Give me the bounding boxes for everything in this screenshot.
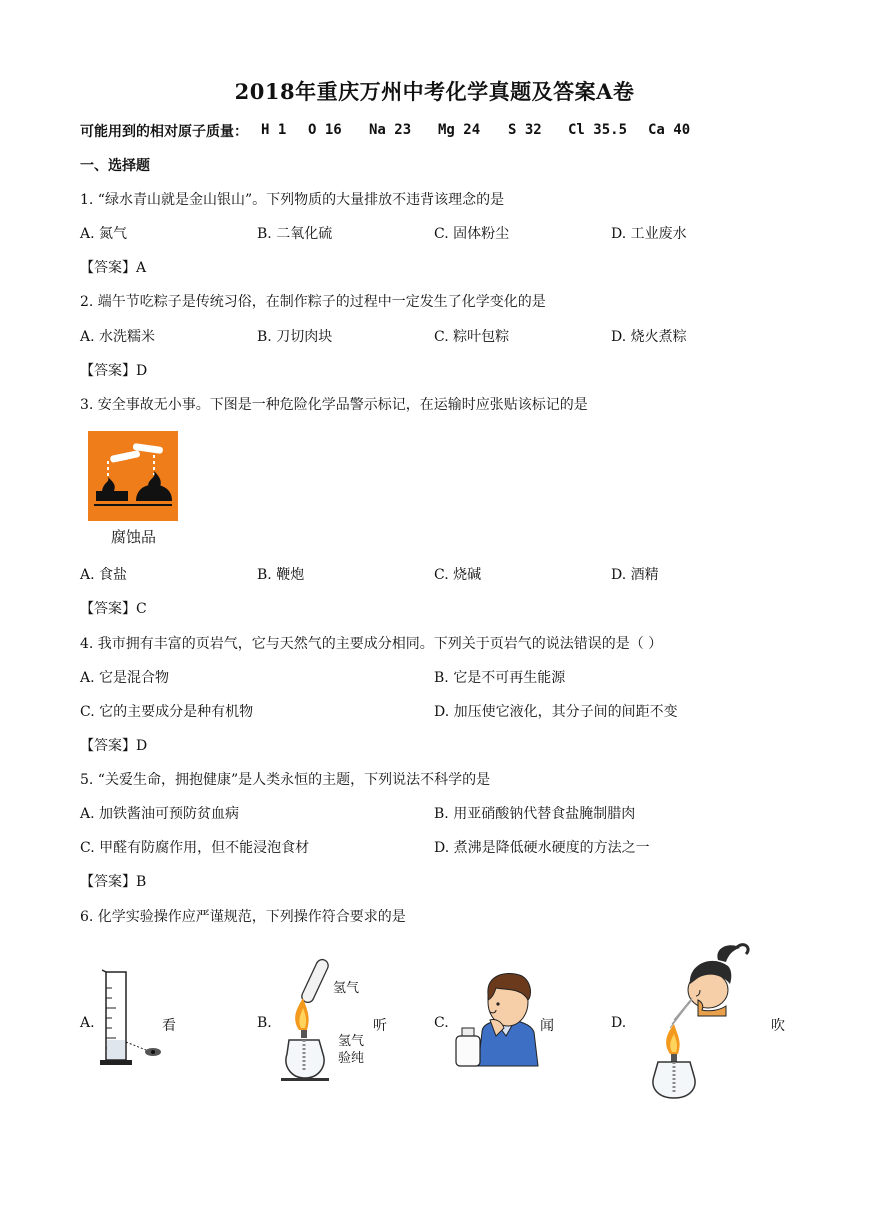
atomic-mass-o: O 16 [308,122,342,138]
question-4-stem: 4. 我市拥有丰富的页岩气，它与天然气的主要成分相同。下列关于页岩气的说法错误的是（ ） [80,636,663,652]
atomic-mass-h: H 1 [261,122,287,138]
q2-option-a: A. 水洗糯米 [80,329,156,345]
q5-answer: 【答案】B [80,874,147,890]
atomic-mass-s: S 32 [508,122,542,138]
question-6-stem: 6. 化学实验操作应严谨规范，下列操作符合要求的是 [80,909,406,925]
question-3-stem: 3. 安全事故无小事。下图是一种危险化学品警示标记，在运输时应张贴该标记的是 [80,397,588,413]
q5-option-a: A. 加铁酱油可预防贫血病 [80,806,240,822]
atomic-mass-na: Na 23 [369,122,412,138]
q1-option-b: B. 二氧化硫 [257,226,333,242]
q6-option-d-action: 吹 [771,1018,785,1034]
q5-option-d: D. 煮沸是降低硬水硬度的方法之一 [434,840,650,856]
q4-option-a: A. 它是混合物 [80,670,170,686]
q6-option-c-letter: C. [434,1015,449,1031]
q3-option-b: B. 鞭炮 [257,567,305,583]
q3-option-d: D. 酒精 [611,567,659,583]
q2-option-b: B. 刀切肉块 [257,329,333,345]
hydrogen-label-bottom: 氢气 [338,1034,365,1049]
boy-smelling-bottle-icon [452,966,540,1072]
q6-option-a-action: 看 [162,1018,176,1034]
q6-option-b-letter: B. [257,1015,272,1031]
q5-option-c: C. 甲醛有防腐作用，但不能浸泡食材 [80,840,310,856]
section-heading: 一、选择题 [80,158,150,174]
alcohol-lamp-test-tube-icon [275,956,340,1088]
corrosive-hazard-icon [88,431,178,525]
q5-option-b: B. 用亚硝酸钠代替食盐腌制腊肉 [434,806,636,822]
purity-test-label: 验纯 [338,1051,365,1066]
q1-option-a: A. 氮气 [80,226,128,242]
page-title: 2018年重庆万州中考化学真题及答案A卷 [234,79,635,104]
q6-option-d-letter: D. [611,1015,627,1031]
atomic-mass-ca: Ca 40 [648,122,691,138]
question-1-stem: 1. “绿水青山就是金山银山”。下列物质的大量排放不违背该理念的是 [80,192,505,208]
atomic-mass-label: 可能用到的相对原子质量： [80,124,248,140]
girl-blowing-lamp-icon [648,940,752,1104]
q4-option-d: D. 加压使它液化，其分子间的间距不变 [434,704,678,720]
q1-option-d: D. 工业废水 [611,226,687,242]
question-5-stem: 5. “关爱生命，拥抱健康”是人类永恒的主题，下列说法不科学的是 [80,772,491,788]
q6-option-b-action: 听 [373,1018,387,1034]
atomic-mass-cl: Cl 35.5 [568,122,628,138]
q2-option-c: C. 粽叶包粽 [434,329,510,345]
q2-option-d: D. 烧火煮粽 [611,329,687,345]
atomic-mass-mg: Mg 24 [438,122,481,138]
q4-option-b: B. 它是不可再生能源 [434,670,566,686]
q6-option-a-letter: A. [80,1015,95,1031]
q4-answer: 【答案】D [80,738,148,754]
hazard-caption: 腐蚀品 [111,528,157,546]
q1-answer: 【答案】A [80,260,147,276]
q1-option-c: C. 固体粉尘 [434,226,510,242]
q2-answer: 【答案】D [80,363,148,379]
hydrogen-label-top: 氢气 [333,981,360,996]
q3-answer: 【答案】C [80,601,147,617]
q4-option-c: C. 它的主要成分是种有机物 [80,704,254,720]
q6-option-c-action: 闻 [540,1018,554,1034]
q3-option-c: C. 烧碱 [434,567,482,583]
q3-option-a: A. 食盐 [80,567,128,583]
question-2-stem: 2. 端午节吃粽子是传统习俗，在制作粽子的过程中一定发生了化学变化的是 [80,294,546,310]
